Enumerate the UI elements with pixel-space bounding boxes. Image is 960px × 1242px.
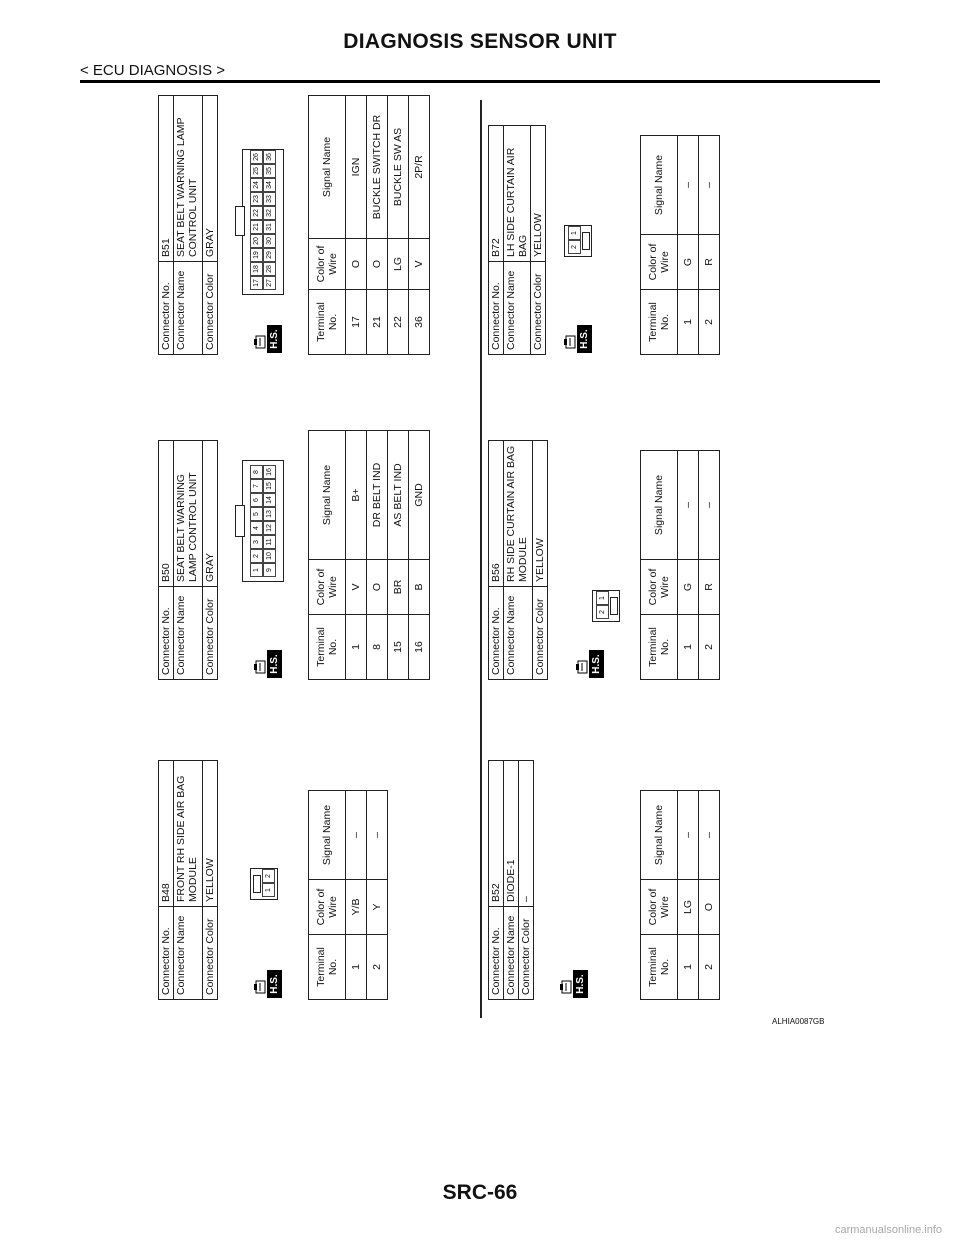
connector-face-b50: 1 2 3 4 5 6 7 8 9 10 11 12 13 14 15 16 <box>242 460 284 582</box>
terminal-table-b56: Terminal No. Color of Wire Signal Name 1 G – 2 R – <box>640 450 720 680</box>
connector-panel-b51 <box>158 85 425 355</box>
section-breadcrumb: < ECU DIAGNOSIS > <box>80 62 226 79</box>
label-connector-color: Connector Color <box>203 907 218 1000</box>
pin: 1 <box>262 883 275 897</box>
connector-panel-b50 <box>158 420 425 680</box>
connector-face-b48 <box>250 868 278 900</box>
table-row: 1 Y/B – <box>346 791 367 1000</box>
connector-color: YELLOW <box>531 126 546 262</box>
page-number: SRC-66 <box>442 1181 518 1204</box>
table-row: 2 Y – <box>367 791 388 1000</box>
terminal-table-b52: Terminal No. Color of Wire Signal Name 1 LG – 2 O – <box>640 790 720 1000</box>
watermark: carmanualsonline.info <box>834 1224 942 1236</box>
harness-side-icon: H.S. <box>560 968 590 998</box>
connector-name: RH SIDE CURTAIN AIR BAG MODULE <box>504 441 533 587</box>
connector-name: SEAT BELT WARNING LAMP CONTROL UNIT <box>174 96 203 262</box>
connector-info-b48 <box>158 760 218 1000</box>
connector-name: SEAT BELT WARNING LAMP CONTROL UNIT <box>174 441 203 587</box>
connector-panel-b52 <box>488 740 718 1000</box>
terminal-table-b48 <box>308 790 388 1000</box>
harness-side-icon: H.S. <box>254 323 284 353</box>
connector-panel-b56 <box>488 420 718 680</box>
terminal-table-b50: Terminal No. Color of Wire Signal Name 1 V B+ 8 O DR BELT IND 15 BR AS BELT IND 16 B GND <box>308 430 430 680</box>
table-row: 22 LG BUCKLE SW AS <box>388 96 409 355</box>
header-wire-color: Color of Wire <box>309 880 346 935</box>
terminal-table-b51: Terminal No. Color of Wire Signal Name 17 O IGN 21 O BUCKLE SWITCH DR 22 LG BUCKLE SW AS 36 V 2P/R <box>308 95 430 355</box>
connector-info-b56: Connector No. B56 Connector Name RH SIDE CURTAIN AIR BAG MODULE Connector Color YELLOW <box>488 440 548 680</box>
connector-face-b51: 17 18 19 20 21 22 23 24 25 26 27 28 29 30 31 32 33 34 35 36 <box>242 149 284 295</box>
connector-name: FRONT RH SIDE AIR BAG MODULE <box>174 761 203 907</box>
header-terminal-no: Terminal No. <box>309 935 346 1000</box>
connector-color: YELLOW <box>533 441 548 587</box>
label-connector-name: Connector Name <box>174 907 203 1000</box>
terminal-table-b72: Terminal No. Color of Wire Signal Name 1 G – 2 R – <box>640 135 720 355</box>
connector-no: B51 <box>159 96 174 262</box>
connector-no: B72 <box>489 126 504 262</box>
connector-no: B48 <box>159 761 174 907</box>
label-connector-no: Connector No. <box>159 907 174 1000</box>
table-row: 21 O BUCKLE SWITCH DR <box>367 96 388 355</box>
table-row: 36 V 2P/R <box>409 96 430 355</box>
connector-no: B52 <box>489 761 504 907</box>
connector-info-b72: Connector No. B72 Connector Name LH SIDE CURTAIN AIR BAG Connector Color YELLOW <box>488 125 546 355</box>
connector-face-b56: 2 1 <box>592 590 620 622</box>
connector-no: B50 <box>159 441 174 587</box>
connector-name: LH SIDE CURTAIN AIR BAG <box>504 126 531 262</box>
table-row: 2 R – <box>699 451 720 680</box>
header-signal-name: Signal Name <box>309 791 346 880</box>
connector-info-b50: Connector No. B50 Connector Name SEAT BELT WARNING LAMP CONTROL UNIT Connector Color GRAY <box>158 440 218 680</box>
connector-face-b72: 2 1 <box>564 225 592 257</box>
connector-color: YELLOW <box>203 761 218 907</box>
connector-no: B56 <box>489 441 504 587</box>
connector-color: – <box>519 761 534 907</box>
table-row: 1 V B+ <box>346 431 367 680</box>
figure-id: ALHIA0087GB <box>772 1017 825 1026</box>
harness-side-icon: H.S. <box>254 648 284 678</box>
table-row: 2 O – <box>699 791 720 1000</box>
connector-panel-b48 <box>158 740 388 1000</box>
connector-color: GRAY <box>203 96 218 262</box>
connector-name: DIODE-1 <box>504 761 519 907</box>
table-row: 2 R – <box>699 136 720 355</box>
table-row: 1 LG – <box>678 791 699 1000</box>
page-title: DIAGNOSIS SENSOR UNIT <box>343 30 617 53</box>
table-row: 1 G – <box>678 136 699 355</box>
harness-side-icon: H.S. <box>576 648 606 678</box>
table-row: 15 BR AS BELT IND <box>388 431 409 680</box>
header-rule <box>80 80 880 83</box>
connector-color: GRAY <box>203 441 218 587</box>
harness-side-icon: H.S. <box>564 323 594 353</box>
hs-label: H.S. <box>267 970 282 998</box>
harness-side-icon <box>254 968 284 998</box>
connector-panel-b72 <box>488 95 718 355</box>
connector-info-b52: Connector No. B52 Connector Name DIODE-1 Connector Color – <box>488 760 534 1000</box>
table-row: 8 O DR BELT IND <box>367 431 388 680</box>
table-row: 1 G – <box>678 451 699 680</box>
table-row: 16 B GND <box>409 431 430 680</box>
pin: 2 <box>262 869 275 883</box>
table-row: 17 O IGN <box>346 96 367 355</box>
connector-info-b51: Connector No. B51 Connector Name SEAT BELT WARNING LAMP CONTROL UNIT Connector Color GRAY <box>158 95 218 355</box>
column-divider <box>480 100 482 1018</box>
